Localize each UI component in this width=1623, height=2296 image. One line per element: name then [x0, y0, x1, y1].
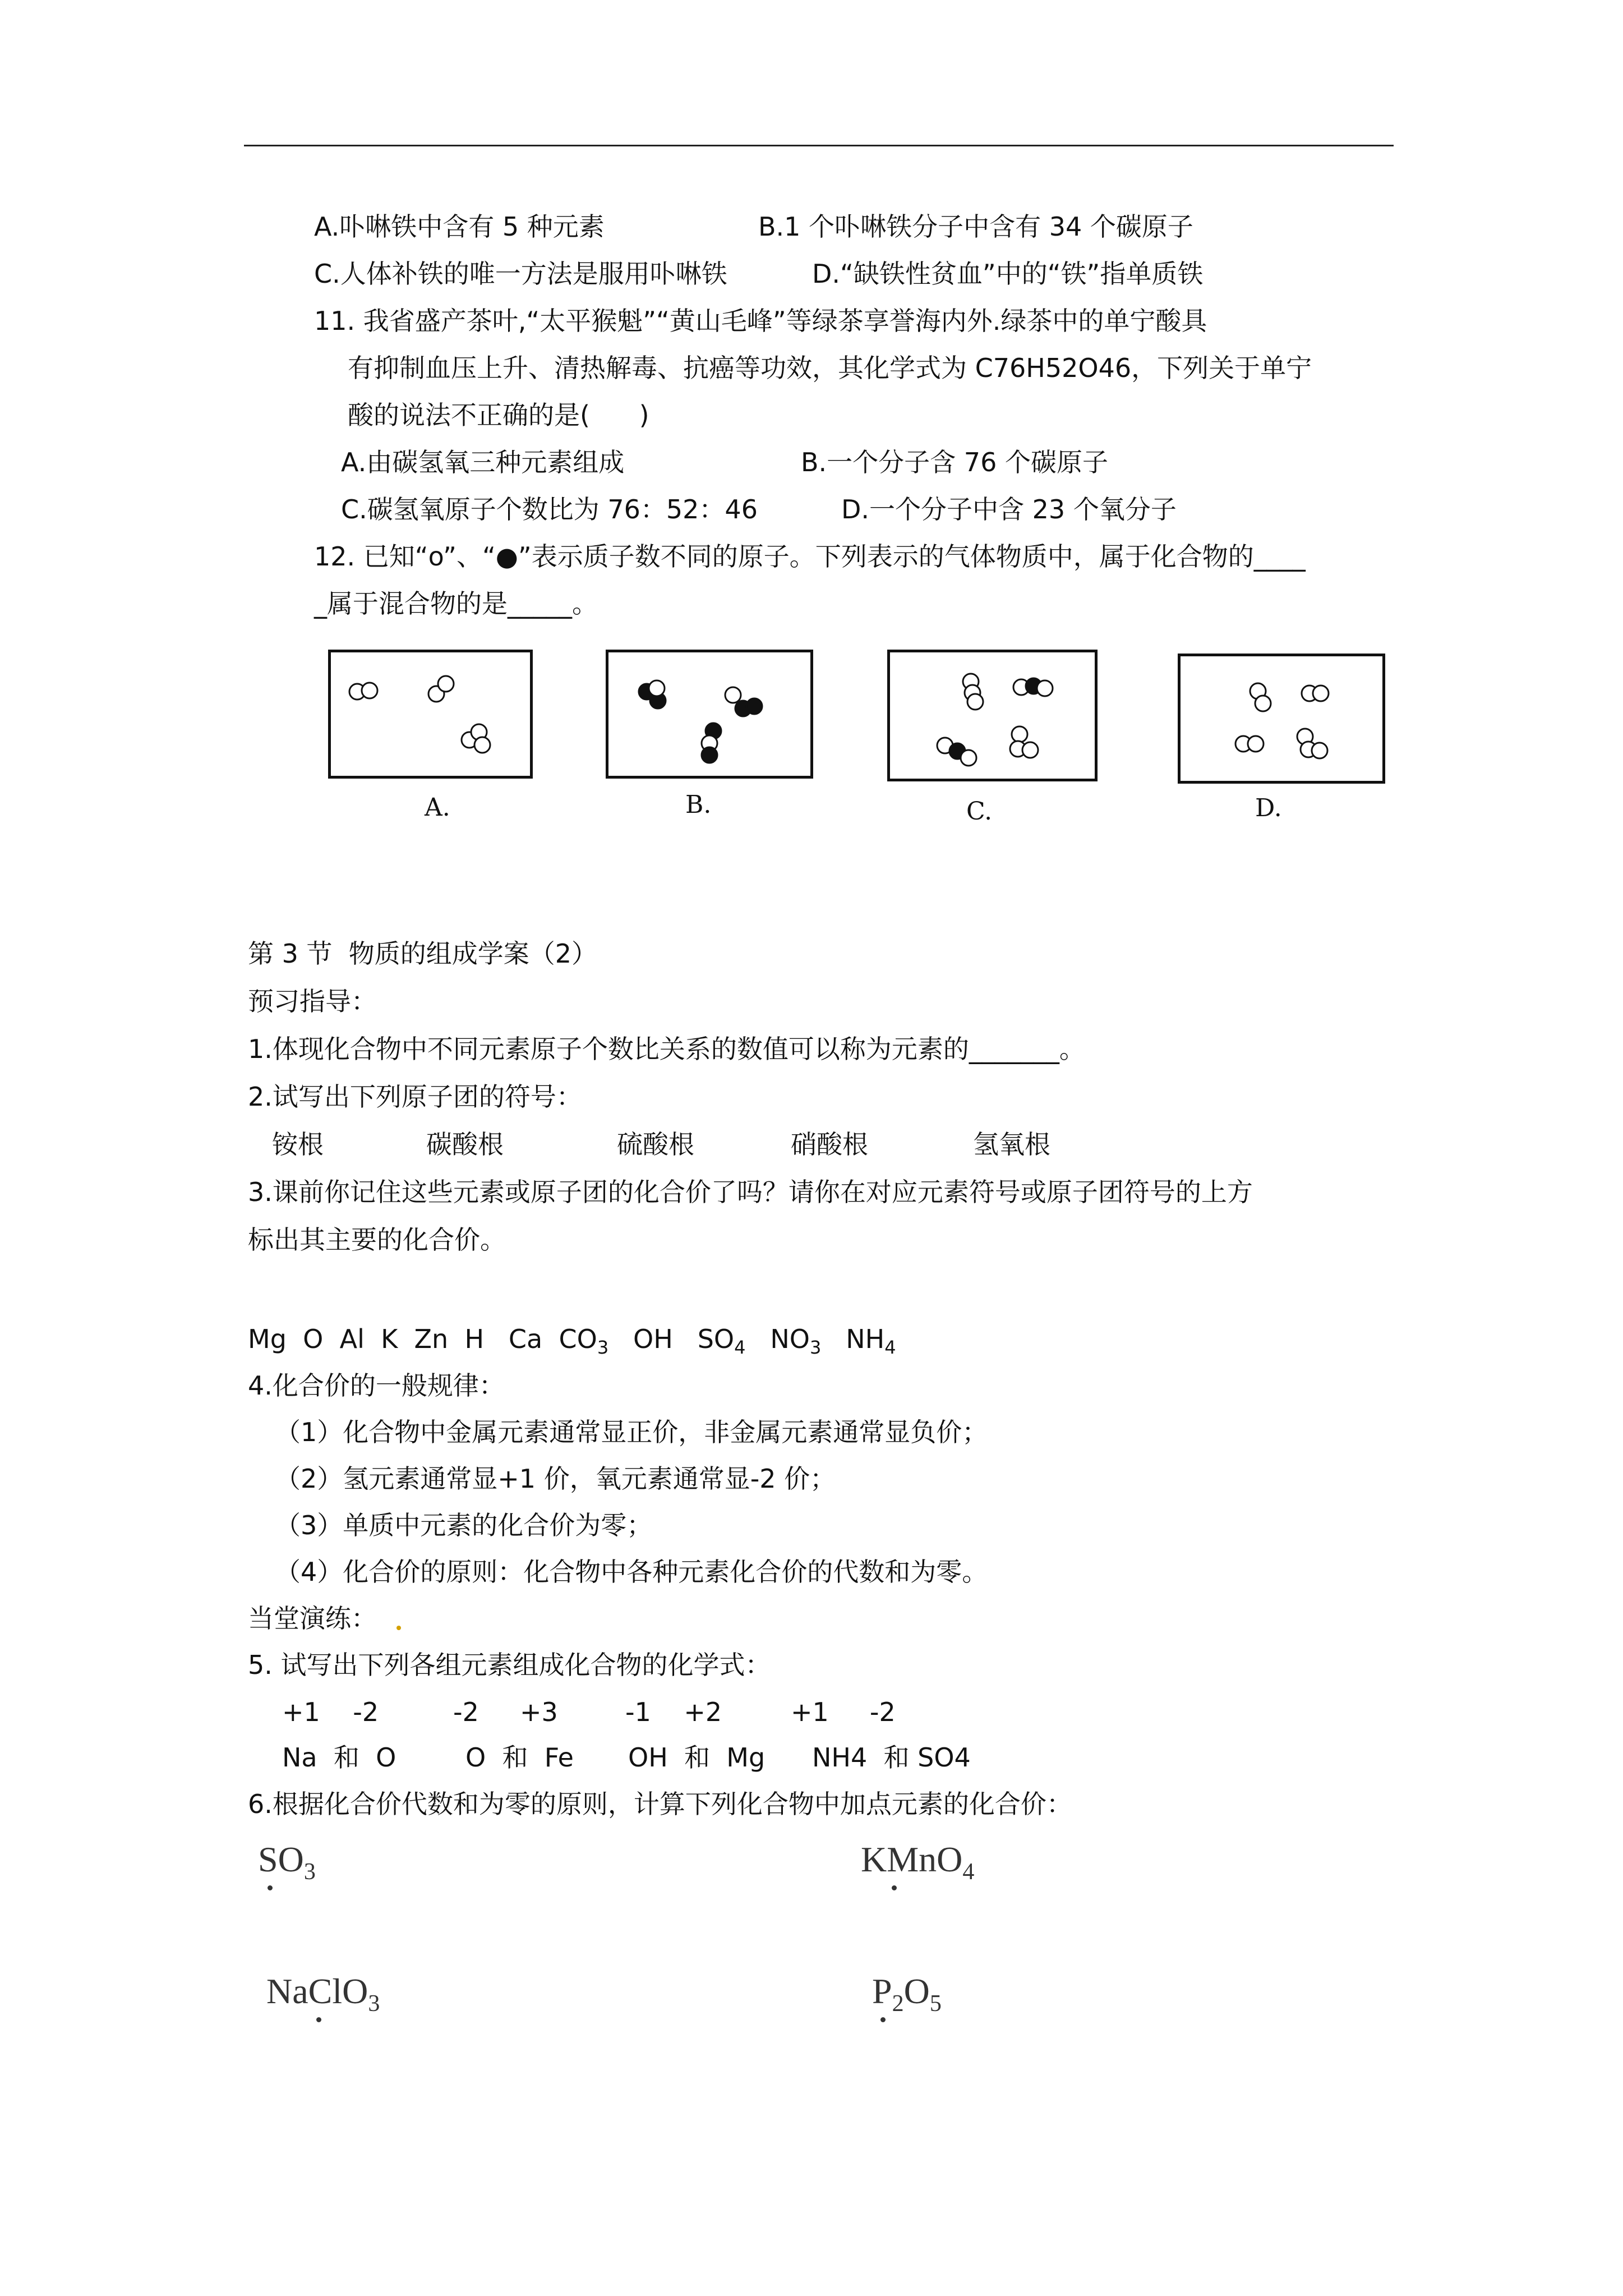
molecule-diagram-b	[608, 652, 810, 776]
molecule-box-b	[606, 650, 813, 779]
molecule-box-c	[887, 650, 1098, 781]
radical-nitrate: 硝酸根	[791, 1129, 868, 1159]
header-rule	[244, 145, 1394, 146]
practice-heading: 当堂演练：	[248, 1603, 377, 1634]
radical-sulfate: 硫酸根	[617, 1129, 694, 1159]
molecule-diagram-c	[890, 652, 1095, 779]
molecule-label-a: A.	[425, 793, 450, 822]
q12-stem-line2: _属于混合物的是_____。	[314, 588, 598, 619]
rule-3: （3）单质中元素的化合价为零；	[275, 1510, 653, 1540]
element-pair-3: OH 和 Mg	[628, 1742, 766, 1773]
symbol-nh4: $NH_4$	[846, 1324, 896, 1359]
molecule-label-c: C.	[966, 797, 993, 826]
q11-stem-line2: 有抑制血压上升、清热解毒、抗癌等功效，其化学式为 C76H52O46，下列关于单宁	[348, 353, 1312, 383]
element-pair-2: O 和 Fe	[465, 1742, 574, 1773]
emphasis-dot-p	[880, 2017, 886, 2022]
practice-item-6: 6.根据化合价代数和为零的原则，计算下列化合物中加点元素的化合价：	[248, 1789, 1072, 1819]
q11-stem-line1: 11. 我省盛产茶叶,“太平猴魁”“黄山毛峰”等绿茶享誉海内外.绿茶中的单宁酸具	[314, 306, 1207, 336]
emphasis-dot-mn	[892, 1885, 897, 1890]
preview-item-3-line1: 3.课前你记住这些元素或原子团的化合价了吗？请你在对应元素符号或原子团符号的上方	[248, 1177, 1253, 1207]
valence-pair-4: +1 -2	[791, 1697, 896, 1727]
symbol-ca: Ca	[508, 1324, 543, 1354]
symbol-no3: $NO_3$	[770, 1324, 822, 1359]
rule-1: （1）化合物中金属元素通常显正价，非金属元素通常显负价；	[275, 1417, 988, 1447]
formula-kmno4: KMnO$_4$	[861, 1839, 975, 1885]
symbol-o: O	[303, 1324, 324, 1354]
rules-heading: 4.化合价的一般规律：	[248, 1370, 505, 1401]
element-pair-4: NH4 和 SO4	[812, 1742, 971, 1773]
molecule-box-d	[1178, 654, 1385, 784]
valence-pair-3: -1 +2	[625, 1697, 722, 1727]
formula-naclo3: NaClO$_3$	[266, 1971, 380, 2017]
radical-carbonate: 碳酸根	[426, 1129, 504, 1159]
symbol-so4: $SO_4$	[697, 1324, 746, 1359]
valence-pair-2: -2 +3	[453, 1697, 558, 1727]
valence-pair-1: +1 -2	[282, 1697, 379, 1727]
section-title: 第 3 节 物质的组成学案（2）	[248, 938, 598, 969]
formula-p2o5: $P_2O_5$	[872, 1971, 942, 2017]
q10-option-b: B.1 个卟啉铁分子中含有 34 个碳原子	[758, 211, 1193, 242]
emphasis-dot-cl	[316, 2017, 321, 2022]
radical-hydroxide: 氢氧根	[973, 1129, 1050, 1159]
symbol-k: K	[381, 1324, 398, 1354]
q11-stem-line3: 酸的说法不正确的是( )	[348, 400, 649, 430]
preview-item-2: 2.试写出下列原子团的符号：	[248, 1082, 582, 1112]
emphasis-dot-s	[268, 1885, 273, 1890]
molecule-label-b: B.	[685, 790, 712, 819]
symbol-mg: Mg	[248, 1324, 287, 1354]
rule-4: （4）化合价的原则：化合物中各种元素化合价的代数和为零。	[275, 1557, 988, 1587]
q11-option-b: B.一个分子含 76 个碳原子	[801, 447, 1108, 477]
q10-option-d: D.“缺铁性贫血”中的“铁”指单质铁	[812, 259, 1204, 289]
element-pair-1: Na 和 O	[282, 1742, 396, 1773]
symbol-co3: $CO_3$	[559, 1324, 609, 1359]
molecule-diagram-a	[331, 652, 530, 776]
symbol-zn: Zn	[414, 1324, 449, 1354]
q12-stem-line1: 12. 已知“o”、“●”表示质子数不同的原子。下列表示的气体物质中，属于化合物的____	[314, 541, 1306, 572]
stray-mark	[396, 1626, 401, 1630]
q10-option-a: A.卟啉铁中含有 5 种元素	[314, 211, 605, 242]
rule-2: （2）氢元素通常显+1 价，氧元素通常显-2 价；	[275, 1464, 836, 1494]
preview-item-1: 1.体现化合物中不同元素原子个数比关系的数值可以称为元素的_______。	[248, 1034, 1085, 1064]
q11-option-c: C.碳氢氧原子个数比为 76：52：46	[341, 494, 758, 524]
practice-item-5: 5. 试写出下列各组元素组成化合物的化学式：	[248, 1650, 771, 1680]
q10-option-c: C.人体补铁的唯一方法是服用卟啉铁	[314, 259, 727, 289]
preview-item-3-line2: 标出其主要的化合价。	[248, 1225, 506, 1255]
q11-option-d: D.一个分子中含 23 个氧分子	[841, 494, 1177, 524]
symbol-h: H	[464, 1324, 485, 1354]
radical-ammonium: 铵根	[272, 1129, 324, 1159]
symbol-al: Al	[339, 1324, 365, 1354]
q11-option-a: A.由碳氢氧三种元素组成	[341, 447, 625, 477]
molecule-diagram-d	[1181, 656, 1382, 781]
symbol-oh: OH	[633, 1324, 673, 1354]
molecule-box-a	[328, 650, 533, 779]
preview-heading: 预习指导：	[248, 986, 377, 1016]
formula-so3: $SO_3$	[258, 1839, 316, 1885]
molecule-label-d: D.	[1255, 794, 1282, 822]
symbol-list	[248, 1322, 896, 1364]
